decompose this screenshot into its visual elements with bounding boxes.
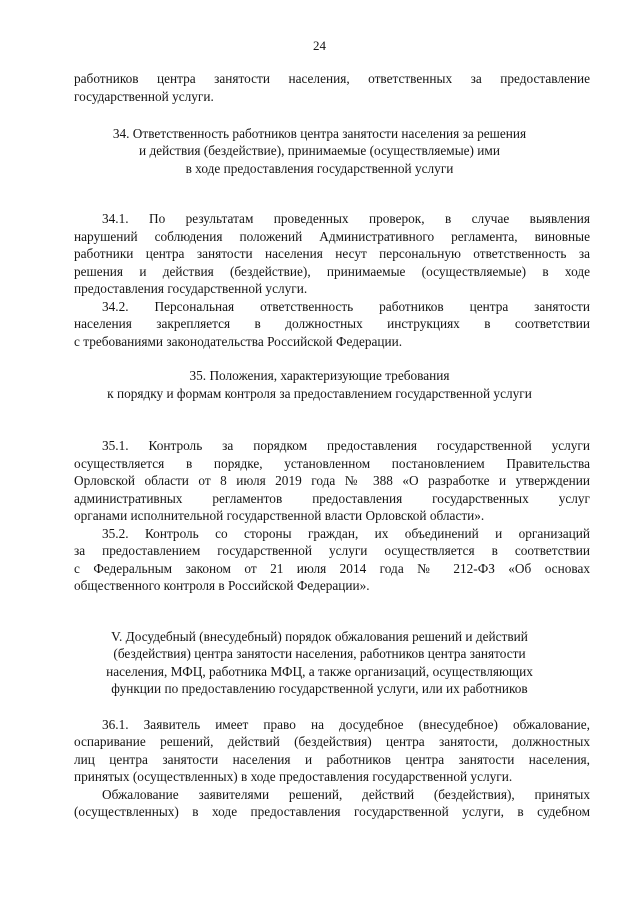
paragraph-line: 36.1. Заявитель имеет право на досудебное (внесудебное) обжалование,: [102, 717, 590, 732]
paragraph-line: решения и действия (бездействие), принимаемые (осуществляемые) в ходе: [74, 264, 590, 279]
paragraph-line: оспаривание решений, действий (бездействия) центра занятости, должностных: [74, 734, 590, 749]
paragraph-line: общественного контроля в Российской Федерации».: [74, 578, 370, 593]
section-heading-line: 35. Положения, характеризующие требования: [189, 368, 450, 383]
paragraph-line: 34.1. По результатам проведенных проверок, в случае выявления: [102, 211, 590, 226]
section-heading-line: и действия (бездействие), принимаемые (осуществляемые) ими: [139, 143, 500, 158]
chapter-heading-line: населения, МФЦ, работника МФЦ, а также организаций, осуществляющих: [106, 664, 533, 679]
paragraph-line: лиц центра занятости населения и работников центра занятости населения,: [74, 752, 590, 767]
paragraph-line: предоставления государственной услуги.: [74, 281, 308, 296]
paragraph-line: за предоставлением государственной услуги осуществляется в соответствии: [74, 543, 590, 558]
paragraph-line: органами исполнительной государственной власти Орловской области».: [74, 508, 485, 523]
paragraph-line: осуществляется в порядке, установленном постановлением Правительства: [74, 456, 590, 471]
section-heading-line: в ходе предоставления государственной услуги: [185, 161, 454, 176]
paragraph-line: принятых (осуществленных) в ходе предоставления государственной услуги.: [74, 769, 513, 784]
paragraph-line: с требованиями законодательства Российской Федерации.: [74, 334, 403, 349]
section-heading-line: к порядку и формам контроля за предоставлением государственной услуги: [107, 386, 532, 401]
paragraph-line: 35.1. Контроль за порядком предоставления государственной услуги: [102, 438, 590, 453]
section-heading-line: 34. Ответственность работников центра занятости населения за решения: [112, 126, 527, 141]
paragraph-line: Обжалование заявителями решений, действий (бездействия), принятых: [102, 787, 590, 802]
paragraph-line: работники центра занятости населения несут персональную ответственность за: [74, 246, 590, 261]
page-number: 24: [313, 38, 326, 53]
paragraph-line: с Федеральным законом от 21 июля 2014 года № 212-ФЗ «Об основах: [74, 561, 590, 576]
paragraph-line: 35.2. Контроль со стороны граждан, их объединений и организаций: [102, 526, 590, 541]
chapter-heading-line: V. Досудебный (внесудебный) порядок обжалования решений и действий: [111, 629, 528, 644]
paragraph-line: 34.2. Персональная ответственность работников центра занятости: [102, 299, 590, 314]
paragraph-line: административных регламентов предоставления государственных услуг: [74, 491, 590, 506]
paragraph-line: работников центра занятости населения, ответственных за предоставление: [74, 71, 590, 86]
paragraph-line: (осуществленных) в ходе предоставления государственной услуги, в судебном: [74, 804, 590, 819]
paragraph-line: населения закрепляется в должностных инструкциях в соответствии: [74, 316, 590, 331]
paragraph-line: государственной услуги.: [74, 89, 214, 104]
paragraph-line: Орловской области от 8 июля 2019 года № 388 «О разработке и утверждении: [74, 473, 590, 488]
chapter-heading-line: функции по предоставлению государственной услуги, или их работников: [111, 681, 528, 696]
paragraph-line: нарушений соблюдения положений Административного регламента, виновные: [74, 229, 590, 244]
chapter-heading-line: (бездействия) центра занятости населения, работников центра занятости: [113, 646, 526, 661]
